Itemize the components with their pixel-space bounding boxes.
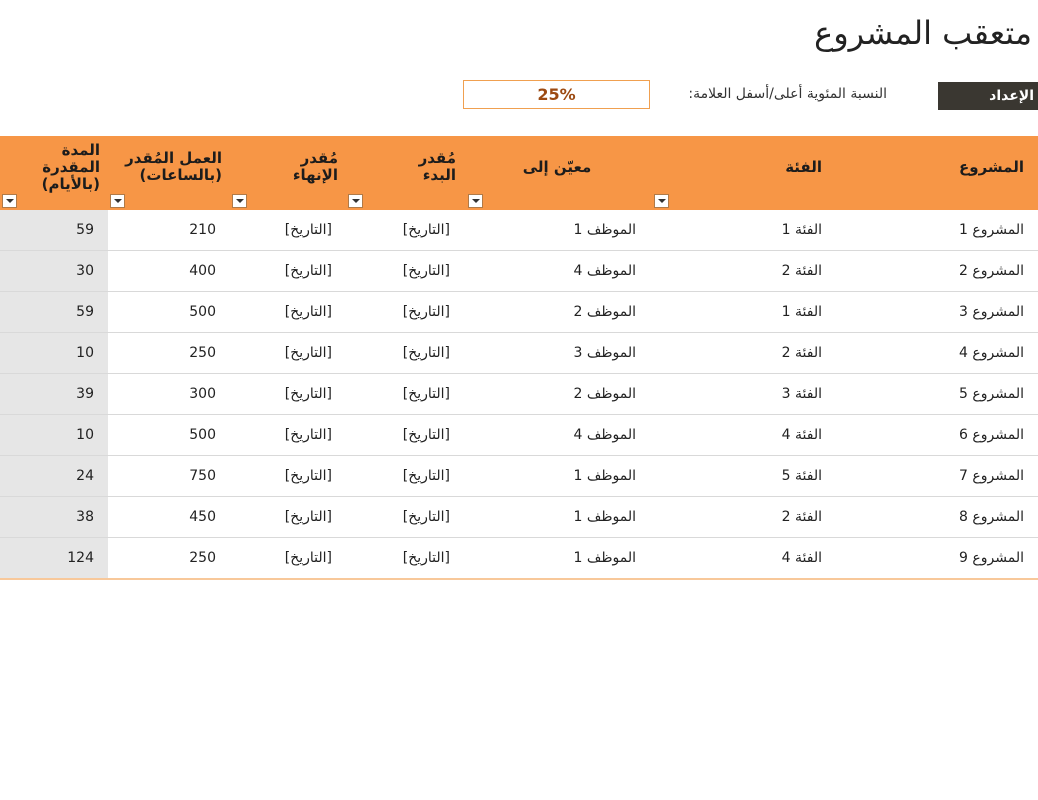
header-assigned-label: معيّن إلى	[522, 157, 592, 176]
cell-project[interactable]: المشروع 4	[888, 333, 1038, 374]
cell-work[interactable]: 250	[108, 538, 230, 580]
cell-duration[interactable]: 38	[0, 497, 108, 538]
cell-category[interactable]: الفئة 2	[650, 497, 888, 538]
cell-end-date[interactable]: [التاريخ]	[230, 538, 346, 580]
table-row	[0, 538, 1038, 580]
cell-duration[interactable]: 39	[0, 374, 108, 415]
table-row	[0, 374, 1038, 415]
filter-dropdown-icon[interactable]	[110, 194, 125, 208]
cell-end-date[interactable]: [التاريخ]	[230, 333, 346, 374]
cell-project[interactable]: المشروع 7	[888, 456, 1038, 497]
cell-project[interactable]: المشروع 5	[888, 374, 1038, 415]
cell-work[interactable]: 750	[108, 456, 230, 497]
cell-work[interactable]: 210	[108, 210, 230, 251]
cell-start-date[interactable]: [التاريخ]	[346, 415, 464, 456]
table-row	[0, 292, 1038, 333]
cell-category[interactable]: الفئة 5	[650, 456, 888, 497]
table-row	[0, 456, 1038, 497]
cell-project[interactable]: المشروع 3	[888, 292, 1038, 333]
header-project	[888, 136, 1038, 210]
cell-work[interactable]: 250	[108, 333, 230, 374]
table-row	[0, 415, 1038, 456]
cell-category[interactable]: الفئة 3	[650, 374, 888, 415]
cell-assigned[interactable]: الموظف 1	[464, 497, 650, 538]
filter-dropdown-icon[interactable]	[2, 194, 17, 208]
cell-project[interactable]: المشروع 9	[888, 538, 1038, 580]
header-project-label: المشروع	[959, 157, 1024, 176]
filter-dropdown-icon[interactable]	[348, 194, 363, 208]
header-category	[650, 136, 888, 210]
cell-assigned[interactable]: الموظف 4	[464, 415, 650, 456]
cell-assigned[interactable]: الموظف 1	[464, 210, 650, 251]
cell-start-date[interactable]: [التاريخ]	[346, 292, 464, 333]
cell-category[interactable]: الفئة 2	[650, 333, 888, 374]
cell-duration[interactable]: 59	[0, 210, 108, 251]
threshold-label: النسبة المئوية أعلى/أسفل العلامة:	[688, 86, 887, 102]
header-row	[0, 136, 1038, 210]
cell-duration[interactable]: 59	[0, 292, 108, 333]
header-category-label: الفئة	[785, 157, 822, 176]
cell-duration[interactable]: 24	[0, 456, 108, 497]
table-row	[0, 251, 1038, 292]
cell-work[interactable]: 500	[108, 415, 230, 456]
cell-work[interactable]: 500	[108, 292, 230, 333]
cell-category[interactable]: الفئة 1	[650, 292, 888, 333]
cell-category[interactable]: الفئة 4	[650, 538, 888, 580]
cell-start-date[interactable]: [التاريخ]	[346, 333, 464, 374]
table-row	[0, 210, 1038, 251]
header-end-label: مُقدر الإنهاء	[292, 149, 338, 184]
cell-work[interactable]: 400	[108, 251, 230, 292]
cell-assigned[interactable]: الموظف 1	[464, 456, 650, 497]
filter-dropdown-icon[interactable]	[232, 194, 247, 208]
cell-start-date[interactable]: [التاريخ]	[346, 210, 464, 251]
page-title: متعقب المشروع	[814, 14, 1032, 52]
cell-end-date[interactable]: [التاريخ]	[230, 210, 346, 251]
cell-start-date[interactable]: [التاريخ]	[346, 251, 464, 292]
cell-assigned[interactable]: الموظف 1	[464, 538, 650, 580]
filter-dropdown-icon[interactable]	[468, 194, 483, 208]
setup-button[interactable]: الإعداد	[938, 82, 1038, 110]
header-duration-label: المدة المقدرة (بالأيام)	[41, 140, 100, 193]
cell-assigned[interactable]: الموظف 2	[464, 374, 650, 415]
cell-duration[interactable]: 30	[0, 251, 108, 292]
table-body	[0, 210, 1038, 579]
header-start-label: مُقدر البدء	[418, 149, 456, 184]
cell-end-date[interactable]: [التاريخ]	[230, 251, 346, 292]
header-start	[346, 136, 464, 210]
cell-duration[interactable]: 10	[0, 333, 108, 374]
cell-work[interactable]: 450	[108, 497, 230, 538]
header-assigned	[464, 136, 650, 210]
cell-project[interactable]: المشروع 1	[888, 210, 1038, 251]
cell-start-date[interactable]: [التاريخ]	[346, 497, 464, 538]
cell-category[interactable]: الفئة 4	[650, 415, 888, 456]
cell-project[interactable]: المشروع 8	[888, 497, 1038, 538]
cell-end-date[interactable]: [التاريخ]	[230, 415, 346, 456]
cell-end-date[interactable]: [التاريخ]	[230, 497, 346, 538]
header-work-label: العمل المُقدر (بالساعات)	[125, 149, 222, 184]
cell-end-date[interactable]: [التاريخ]	[230, 456, 346, 497]
table-row	[0, 497, 1038, 538]
cell-assigned[interactable]: الموظف 2	[464, 292, 650, 333]
filter-dropdown-icon[interactable]	[654, 194, 669, 208]
cell-assigned[interactable]: الموظف 4	[464, 251, 650, 292]
cell-work[interactable]: 300	[108, 374, 230, 415]
cell-start-date[interactable]: [التاريخ]	[346, 538, 464, 580]
cell-duration[interactable]: 10	[0, 415, 108, 456]
cell-category[interactable]: الفئة 1	[650, 210, 888, 251]
header-end	[230, 136, 346, 210]
cell-duration[interactable]: 124	[0, 538, 108, 580]
project-table	[0, 136, 1038, 580]
cell-project[interactable]: المشروع 6	[888, 415, 1038, 456]
threshold-input[interactable]: 25%	[463, 80, 650, 109]
header-work	[108, 136, 230, 210]
cell-start-date[interactable]: [التاريخ]	[346, 456, 464, 497]
table-row	[0, 333, 1038, 374]
header-duration	[0, 136, 108, 210]
cell-assigned[interactable]: الموظف 3	[464, 333, 650, 374]
cell-category[interactable]: الفئة 2	[650, 251, 888, 292]
cell-end-date[interactable]: [التاريخ]	[230, 374, 346, 415]
cell-project[interactable]: المشروع 2	[888, 251, 1038, 292]
cell-end-date[interactable]: [التاريخ]	[230, 292, 346, 333]
cell-start-date[interactable]: [التاريخ]	[346, 374, 464, 415]
